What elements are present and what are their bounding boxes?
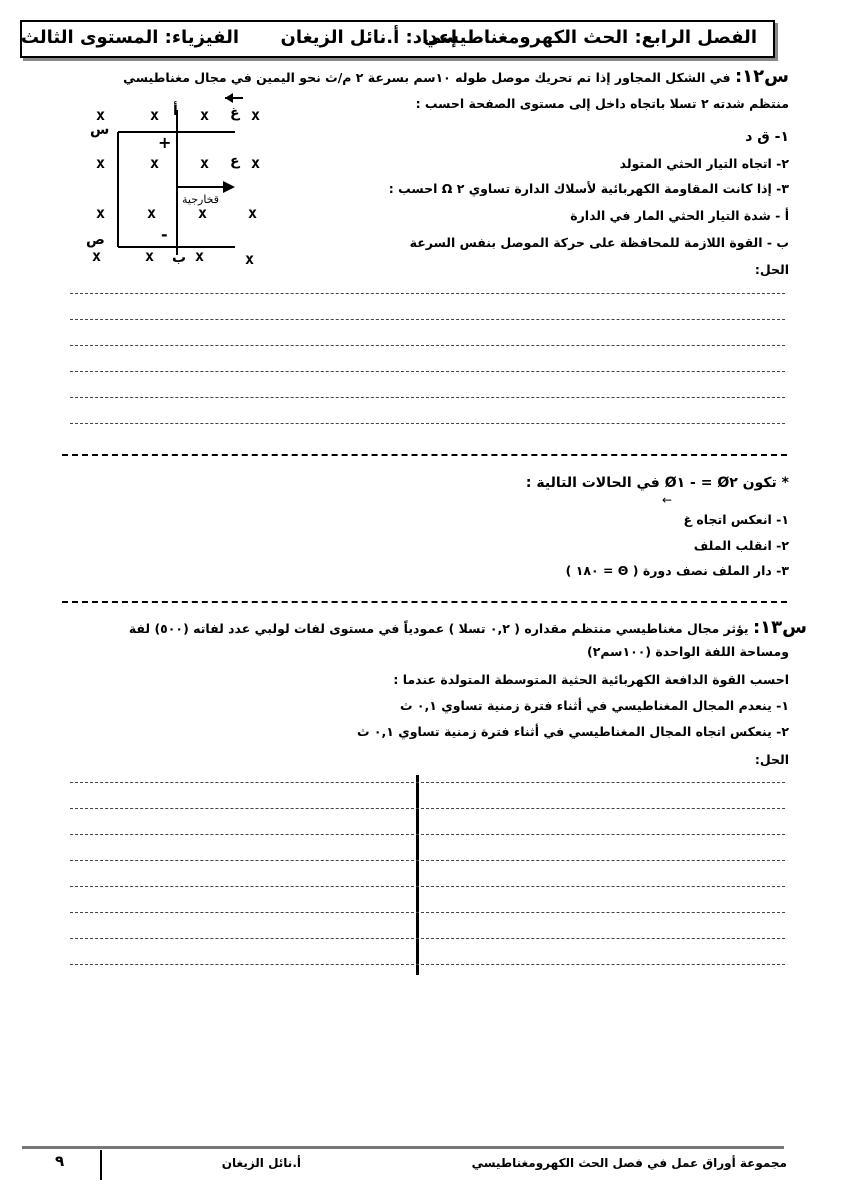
label-b: ب: [172, 250, 187, 266]
label-ain: ع: [230, 153, 240, 169]
answer-divider: [416, 775, 419, 975]
q12-item-3: ٣- إذا كانت المقاومة الكهربائية لأسلاك الدارة تساوي ٢ Ω احسب :: [388, 181, 789, 196]
q12-solution-label: الحل:: [754, 262, 789, 277]
footer-title: مجموعة أوراق عمل في فصل الحث الكهرومغناطيسي: [471, 1156, 787, 1170]
q12-item-3a: أ - شدة التيار الحثي المار في الدارة: [570, 208, 789, 223]
q13-line3: احسب القوة الدافعة الكهربائية الحثية المتوسطة المتولدة عندما :: [393, 672, 789, 687]
field-x-mark: x: [96, 154, 106, 172]
section-separator: [62, 454, 787, 456]
subject-level: الفيزياء: المستوى الثالث: [20, 27, 239, 48]
force-arrowhead: [223, 181, 235, 193]
q13-line1: س١٣: يؤثر مجال مغناطيسي منتظم مقداره ( ٠,٢ تسلا ) عمودياً في مستوى لفات لولبي عدد لفاته (٥٠٠) لفة: [128, 617, 807, 638]
label-a: أ: [173, 103, 178, 119]
answer-line: [70, 912, 785, 913]
footer-rule: [22, 1146, 784, 1149]
field-x-mark: x: [150, 154, 160, 172]
flux-item-1: ١- انعكس اتجاه غ: [683, 512, 789, 527]
field-x-mark: x: [92, 247, 102, 265]
answer-line: [70, 808, 785, 809]
flux-condition-line: * تكون Ø٢ = - Ø١ في الحالات التالية :: [525, 475, 789, 491]
field-x-mark: x: [248, 204, 258, 222]
q13-item-2: ٢- ينعكس اتجاه المجال المغناطيسي في أثناء فترة زمنية تساوي ٠,١ ث: [357, 724, 789, 739]
q12-item-2: ٢- اتجاه التيار الحثي المتولد: [619, 156, 789, 171]
answer-line: [70, 938, 785, 939]
q12-item-1: ١- ق د: [745, 129, 789, 145]
q13-number: س١٣:: [752, 617, 807, 638]
field-x-mark: x: [150, 106, 160, 124]
answer-line: [70, 293, 785, 294]
field-x-mark: x: [251, 154, 261, 172]
footer-divider: [100, 1150, 102, 1180]
flux-item-3: ٣- دار الملف نصف دورة ( Θ = ١٨٠ ): [565, 563, 789, 578]
q12-line2: منتظم شدته ٢ تسلا باتجاه داخل إلى مستوى الصفحة احسب :: [415, 96, 789, 111]
section-separator: [62, 601, 787, 603]
field-x-mark: x: [200, 154, 210, 172]
q13-line2: ومساحة اللفة الواحدة (١٠٠سم٢): [586, 644, 789, 659]
answer-line: [70, 345, 785, 346]
field-x-mark: x: [200, 106, 210, 124]
vector-arrow-icon: ←: [662, 493, 673, 507]
answer-line: [70, 964, 785, 965]
answer-line: [70, 319, 785, 320]
q13-item-1: ١- ينعدم المجال المغناطيسي في أثناء فترة زمنية تساوي ٠,١ ث: [399, 698, 789, 713]
plus-sign: +: [158, 133, 172, 152]
q12-line1: س١٢: في الشكل المجاور إذا تم تحريك موصل طوله ١٠سم بسرعة ٢ م/ث نحو اليمين في مجال مغناطيسي: [123, 66, 789, 87]
answer-line: [70, 834, 785, 835]
answer-line: [70, 886, 785, 887]
q13-solution-label: الحل:: [754, 752, 789, 767]
field-x-mark: x: [198, 204, 208, 222]
answer-line: [70, 782, 785, 783]
author-credit: إعداد: أ.نائل الزيغان: [280, 27, 457, 48]
answer-line: [70, 371, 785, 372]
q12-number: س١٢:: [734, 66, 789, 87]
chapter-title: الفصل الرابع: الحث الكهرومغناطيسي: [423, 27, 757, 48]
field-x-mark: x: [145, 247, 155, 265]
flux-item-2: ٢- انقلب الملف: [693, 538, 789, 553]
field-x-mark: x: [195, 247, 205, 265]
field-x-mark: x: [96, 204, 106, 222]
label-ghain: غ: [230, 105, 240, 121]
field-x-mark: x: [96, 106, 106, 124]
label-s: س: [90, 122, 110, 138]
footer-author: أ.نائل الزيغان: [221, 1156, 301, 1170]
answer-line: [70, 423, 785, 424]
answer-line: [70, 397, 785, 398]
answer-line: [70, 860, 785, 861]
field-x-mark: x: [147, 204, 157, 222]
field-x-mark: x: [245, 250, 255, 268]
q12-item-3b: ب - القوة اللازمة للمحافظة على حركة الموصل بنفس السرعة: [409, 235, 789, 250]
page-number: ٩: [55, 1152, 65, 1170]
minus-sign: -: [161, 225, 168, 244]
label-sad: ص: [86, 232, 105, 248]
field-x-mark: x: [251, 106, 261, 124]
label-external-force: قخارجية: [182, 193, 220, 206]
